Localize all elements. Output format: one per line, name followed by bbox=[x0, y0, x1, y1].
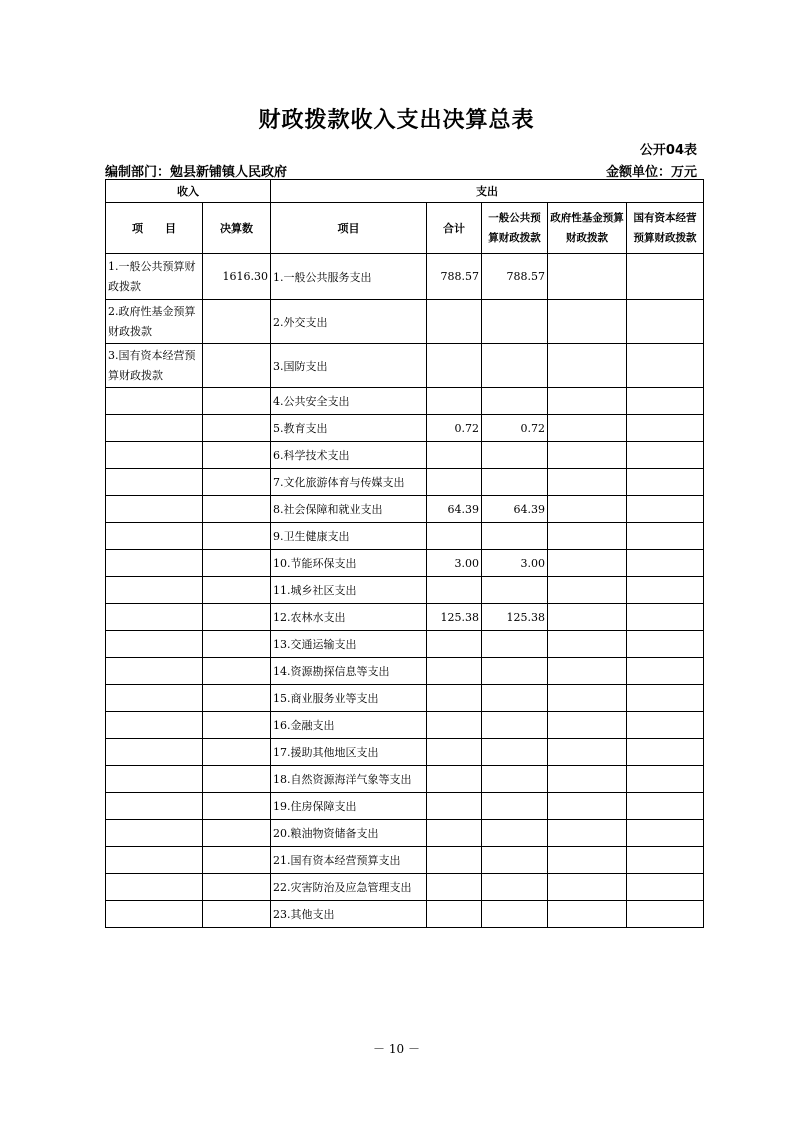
expense-gov-fund bbox=[548, 344, 627, 388]
expense-general-budget bbox=[482, 658, 548, 685]
expense-total bbox=[427, 739, 482, 766]
expense-general-budget bbox=[482, 739, 548, 766]
table-row bbox=[106, 577, 704, 604]
state-capital-header: 国有资本经营预算财政拨款 bbox=[627, 203, 704, 254]
table-row bbox=[106, 523, 704, 550]
expense-item: 8.社会保障和就业支出 bbox=[271, 496, 427, 523]
table-row bbox=[106, 254, 704, 300]
expense-gov-fund bbox=[548, 300, 627, 344]
expense-state-capital bbox=[627, 300, 704, 344]
expense-total bbox=[427, 523, 482, 550]
expense-total: 0.72 bbox=[427, 415, 482, 442]
table-row bbox=[106, 442, 704, 469]
expense-gov-fund bbox=[548, 415, 627, 442]
income-item bbox=[106, 793, 203, 820]
expense-state-capital bbox=[627, 739, 704, 766]
expense-item: 6.科学技术支出 bbox=[271, 442, 427, 469]
expense-item: 3.国防支出 bbox=[271, 344, 427, 388]
income-amount bbox=[203, 901, 271, 928]
expense-gov-fund bbox=[548, 874, 627, 901]
income-amount bbox=[203, 300, 271, 344]
expense-total bbox=[427, 388, 482, 415]
income-item bbox=[106, 442, 203, 469]
expense-state-capital bbox=[627, 496, 704, 523]
expense-total bbox=[427, 820, 482, 847]
income-amount bbox=[203, 344, 271, 388]
expense-item: 20.粮油物资储备支出 bbox=[271, 820, 427, 847]
expense-state-capital bbox=[627, 550, 704, 577]
expense-state-capital bbox=[627, 712, 704, 739]
expense-general-budget bbox=[482, 712, 548, 739]
income-amount bbox=[203, 793, 271, 820]
expense-item: 19.住房保障支出 bbox=[271, 793, 427, 820]
final-amount-header: 决算数 bbox=[203, 203, 271, 254]
expense-general-budget bbox=[482, 300, 548, 344]
expense-state-capital bbox=[627, 415, 704, 442]
table-row bbox=[106, 344, 704, 388]
table-row bbox=[106, 388, 704, 415]
table-row bbox=[106, 550, 704, 577]
income-amount bbox=[203, 523, 271, 550]
expense-general-budget bbox=[482, 442, 548, 469]
income-item bbox=[106, 496, 203, 523]
table-row bbox=[106, 658, 704, 685]
table-row bbox=[106, 415, 704, 442]
expense-item: 10.节能环保支出 bbox=[271, 550, 427, 577]
income-amount bbox=[203, 739, 271, 766]
expense-gov-fund bbox=[548, 604, 627, 631]
income-item bbox=[106, 847, 203, 874]
income-item bbox=[106, 712, 203, 739]
income-item bbox=[106, 388, 203, 415]
expense-state-capital bbox=[627, 442, 704, 469]
expense-total bbox=[427, 344, 482, 388]
expense-gov-fund bbox=[548, 766, 627, 793]
income-amount bbox=[203, 874, 271, 901]
expense-gov-fund bbox=[548, 820, 627, 847]
expense-total bbox=[427, 874, 482, 901]
expense-item: 14.资源勘探信息等支出 bbox=[271, 658, 427, 685]
expense-item: 5.教育支出 bbox=[271, 415, 427, 442]
expense-item: 1.一般公共服务支出 bbox=[271, 254, 427, 300]
expense-state-capital bbox=[627, 523, 704, 550]
expense-total bbox=[427, 793, 482, 820]
income-item bbox=[106, 550, 203, 577]
expense-item: 9.卫生健康支出 bbox=[271, 523, 427, 550]
income-amount bbox=[203, 415, 271, 442]
table-row bbox=[106, 300, 704, 344]
expense-gov-fund bbox=[548, 577, 627, 604]
expense-general-budget bbox=[482, 685, 548, 712]
expense-state-capital bbox=[627, 847, 704, 874]
income-amount bbox=[203, 820, 271, 847]
income-item: 1.一般公共预算财政拨款 bbox=[106, 254, 203, 300]
expense-state-capital bbox=[627, 901, 704, 928]
expense-item: 4.公共安全支出 bbox=[271, 388, 427, 415]
income-amount bbox=[203, 442, 271, 469]
total-header: 合计 bbox=[427, 203, 482, 254]
table-row bbox=[106, 712, 704, 739]
page-title: 财政拨款收入支出决算总表 bbox=[258, 108, 535, 133]
expense-general-budget bbox=[482, 577, 548, 604]
expense-total bbox=[427, 847, 482, 874]
expense-general-budget bbox=[482, 874, 548, 901]
expense-item: 11.城乡社区支出 bbox=[271, 577, 427, 604]
income-item bbox=[106, 523, 203, 550]
expense-general-budget bbox=[482, 523, 548, 550]
expense-state-capital bbox=[627, 344, 704, 388]
table-row bbox=[106, 874, 704, 901]
expense-state-capital bbox=[627, 820, 704, 847]
expense-state-capital bbox=[627, 874, 704, 901]
expense-item: 21.国有资本经营预算支出 bbox=[271, 847, 427, 874]
table-row bbox=[106, 469, 704, 496]
expense-total bbox=[427, 658, 482, 685]
expense-item: 13.交通运输支出 bbox=[271, 631, 427, 658]
income-item bbox=[106, 415, 203, 442]
expense-state-capital bbox=[627, 685, 704, 712]
expense-total bbox=[427, 631, 482, 658]
expense-total: 788.57 bbox=[427, 254, 482, 300]
expense-state-capital bbox=[627, 469, 704, 496]
income-item bbox=[106, 874, 203, 901]
expense-gov-fund bbox=[548, 631, 627, 658]
expense-gov-fund bbox=[548, 254, 627, 300]
expense-gov-fund bbox=[548, 658, 627, 685]
income-amount bbox=[203, 577, 271, 604]
expense-total bbox=[427, 766, 482, 793]
expense-general-budget: 0.72 bbox=[482, 415, 548, 442]
expense-general-budget bbox=[482, 388, 548, 415]
unit-label: 金额单位：万元 bbox=[605, 165, 697, 180]
summary-table bbox=[105, 179, 704, 928]
expense-general-budget bbox=[482, 631, 548, 658]
income-amount bbox=[203, 766, 271, 793]
expense-gov-fund bbox=[548, 793, 627, 820]
table-row bbox=[106, 820, 704, 847]
table-row bbox=[106, 766, 704, 793]
table-row bbox=[106, 604, 704, 631]
table-row bbox=[106, 793, 704, 820]
expense-item: 16.金融支出 bbox=[271, 712, 427, 739]
expense-item: 12.农林水支出 bbox=[271, 604, 427, 631]
general-budget-header: 一般公共预算财政拨款 bbox=[482, 203, 548, 254]
income-item bbox=[106, 739, 203, 766]
income-item bbox=[106, 631, 203, 658]
expense-total: 64.39 bbox=[427, 496, 482, 523]
income-item bbox=[106, 685, 203, 712]
income-item bbox=[106, 820, 203, 847]
expense-total bbox=[427, 469, 482, 496]
expense-item: 18.自然资源海洋气象等支出 bbox=[271, 766, 427, 793]
income-amount bbox=[203, 658, 271, 685]
table-row bbox=[106, 739, 704, 766]
expense-item: 23.其他支出 bbox=[271, 901, 427, 928]
expense-state-capital bbox=[627, 604, 704, 631]
expense-general-budget bbox=[482, 820, 548, 847]
income-amount bbox=[203, 631, 271, 658]
expense-item: 22.灾害防治及应急管理支出 bbox=[271, 874, 427, 901]
expense-gov-fund bbox=[548, 469, 627, 496]
income-item-header: 项 目 bbox=[106, 203, 203, 254]
table-row bbox=[106, 496, 704, 523]
expense-general-budget bbox=[482, 901, 548, 928]
expense-gov-fund bbox=[548, 388, 627, 415]
expense-total: 3.00 bbox=[427, 550, 482, 577]
expense-total bbox=[427, 300, 482, 344]
income-amount bbox=[203, 496, 271, 523]
table-row bbox=[106, 685, 704, 712]
income-item: 2.政府性基金预算财政拨款 bbox=[106, 300, 203, 344]
table-row bbox=[106, 901, 704, 928]
expense-total bbox=[427, 577, 482, 604]
income-amount bbox=[203, 550, 271, 577]
income-amount bbox=[203, 847, 271, 874]
form-code: 公开04表 bbox=[639, 143, 697, 158]
income-amount bbox=[203, 469, 271, 496]
income-item bbox=[106, 604, 203, 631]
department-label: 编制部门：勉县新铺镇人民政府 bbox=[105, 165, 288, 180]
expense-gov-fund bbox=[548, 496, 627, 523]
income-item bbox=[106, 766, 203, 793]
expense-header: 支出 bbox=[271, 180, 704, 203]
expense-gov-fund bbox=[548, 442, 627, 469]
expense-total bbox=[427, 901, 482, 928]
income-amount bbox=[203, 604, 271, 631]
expense-general-budget: 125.38 bbox=[482, 604, 548, 631]
income-item bbox=[106, 901, 203, 928]
expense-general-budget: 788.57 bbox=[482, 254, 548, 300]
page-number: － 10 － bbox=[373, 1042, 420, 1056]
table-row bbox=[106, 631, 704, 658]
expense-gov-fund bbox=[548, 847, 627, 874]
expense-item: 17.援助其他地区支出 bbox=[271, 739, 427, 766]
expense-general-budget: 3.00 bbox=[482, 550, 548, 577]
income-amount bbox=[203, 685, 271, 712]
expense-state-capital bbox=[627, 577, 704, 604]
expense-item: 15.商业服务业等支出 bbox=[271, 685, 427, 712]
expense-general-budget bbox=[482, 793, 548, 820]
expense-gov-fund bbox=[548, 523, 627, 550]
expense-state-capital bbox=[627, 658, 704, 685]
income-item: 3.国有资本经营预算财政拨款 bbox=[106, 344, 203, 388]
expense-total bbox=[427, 712, 482, 739]
expense-gov-fund bbox=[548, 550, 627, 577]
income-item bbox=[106, 577, 203, 604]
expense-gov-fund bbox=[548, 685, 627, 712]
expense-state-capital bbox=[627, 388, 704, 415]
expense-item: 2.外交支出 bbox=[271, 300, 427, 344]
table-row bbox=[106, 847, 704, 874]
expense-general-budget bbox=[482, 766, 548, 793]
expense-general-budget bbox=[482, 344, 548, 388]
expense-item-header: 项目 bbox=[271, 203, 427, 254]
expense-state-capital bbox=[627, 631, 704, 658]
expense-state-capital bbox=[627, 254, 704, 300]
income-header: 收入 bbox=[106, 180, 271, 203]
income-amount: 1616.30 bbox=[203, 254, 271, 300]
expense-state-capital bbox=[627, 793, 704, 820]
expense-general-budget bbox=[482, 469, 548, 496]
gov-fund-header: 政府性基金预算财政拨款 bbox=[548, 203, 627, 254]
expense-gov-fund bbox=[548, 739, 627, 766]
expense-total bbox=[427, 442, 482, 469]
expense-gov-fund bbox=[548, 901, 627, 928]
expense-state-capital bbox=[627, 766, 704, 793]
expense-gov-fund bbox=[548, 712, 627, 739]
expense-general-budget: 64.39 bbox=[482, 496, 548, 523]
income-amount bbox=[203, 388, 271, 415]
income-item bbox=[106, 469, 203, 496]
income-item bbox=[106, 658, 203, 685]
expense-item: 7.文化旅游体育与传媒支出 bbox=[271, 469, 427, 496]
expense-total: 125.38 bbox=[427, 604, 482, 631]
expense-total bbox=[427, 685, 482, 712]
income-amount bbox=[203, 712, 271, 739]
expense-general-budget bbox=[482, 847, 548, 874]
